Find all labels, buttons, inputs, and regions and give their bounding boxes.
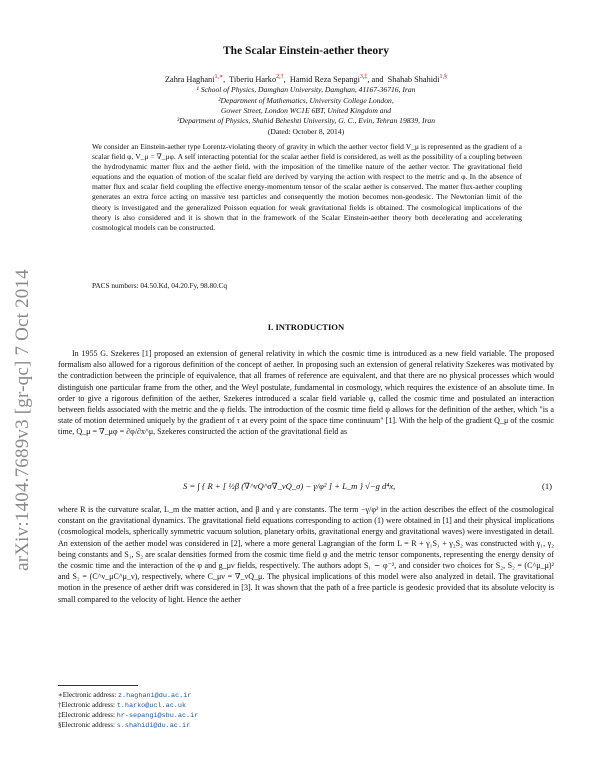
author-marks[interactable]: 1,∗ bbox=[214, 74, 224, 80]
affiliation: ¹ School of Physics, Damghan University, Damghan, 41167-36716, Iran bbox=[196, 85, 416, 94]
footnote: ∗Electronic address: z.haghani@du.ac.ir bbox=[58, 691, 192, 700]
author-marks[interactable]: 2,† bbox=[276, 74, 284, 80]
pacs-numbers: PACS numbers: 04.50.Kd, 04.20.Fy, 98.80.Cq bbox=[92, 281, 228, 290]
email-link[interactable]: s.shahidi@du.ac.ir bbox=[116, 722, 191, 730]
date-line: (Dated: October 8, 2014) bbox=[267, 127, 345, 136]
email-link[interactable]: t.harko@ucl.ac.uk bbox=[116, 702, 187, 710]
equation-expression: S = ∫ { R + [ ½β (∇^νQ^σ∇_νQ_σ) − γ/φ² ] + L_m } √−g d⁴x, bbox=[183, 481, 396, 491]
author-marks[interactable]: 3,‡ bbox=[359, 74, 368, 80]
equation-number: (1) bbox=[541, 481, 552, 491]
footnote: ‡Electronic address: hr-sepangi@sbu.ac.ir bbox=[58, 711, 199, 720]
email-link[interactable]: hr-sepangi@sbu.ac.ir bbox=[116, 712, 199, 720]
affiliation: Gower Street, London WC1E 6BT, United Kingdom and bbox=[220, 106, 392, 115]
affiliation: ³Department of Physics, Shahid Beheshti University, G. C., Evin, Tehran 19839, Iran bbox=[176, 116, 436, 125]
author-name: Zahra Haghani bbox=[164, 74, 215, 84]
author-name: Hamid Reza Sepangi bbox=[289, 74, 360, 84]
paper-title: The Scalar Einstein-aether theory bbox=[223, 45, 389, 57]
author-marks[interactable]: 1,§ bbox=[439, 74, 448, 80]
intro-paragraph: where R is the curvature scalar, L_m the matter action, and β and γ are constants. The term −γ/φ² in the action describes the effect of the cosmological constant on the gravitational dynamics. The gravitational field equations corresponding to action (1) were obtained in [1] and their physical implications (cosmological models, spherically symmetric vacuum solution, planetary orbits, gravitational energy and gravitational waves) were investigated in detail. An extension of the aether model was considered in [2], where a more general Lagrangian of the form L = R + γ₁S₁ + γ₂S₂ was constructed with γ₁, γ₂ being constants and S₁, S₂ are scalar densities formed from the cosmic time field φ and the metric tensor components, representing the energy density of the cosmic time and the interaction of the φ and g_μν fields, respectively. The authors adopt S₁ ∼ φ⁻², and consider two choices for S₂, S₂ = (C^μ_μ)² and S₂ = (C^ν_μC^μ_ν), respectively, where C_μν = ∇_νQ_μ. The physical implications of this model were also analyzed in detail. The gravitational motion in the presence of aether drift was considered in [3]. It was shown that the path of a free particle is geodesic provided that its absolute velocity is small compared to the velocity of light. Hence the aether bbox=[58, 505, 554, 604]
footnote: †Electronic address: t.harko@ucl.ac.uk bbox=[58, 701, 187, 710]
author-list: Zahra Haghani$^{1,∗}$, Tiberiu Harko$^{2,\dagger}$, Hamid Reza Sepangi$^{3,\ddagger}$, and Shahab Shahidi$^{1,\S}$ bbox=[164, 74, 448, 84]
email-link[interactable]: z.haghani@du.ac.ir bbox=[117, 692, 192, 700]
author-name: Tiberiu Harko bbox=[229, 74, 277, 84]
arxiv-identifier: arXiv:1404.7689v3 [gr-qc] 7 Oct 2014 bbox=[12, 269, 33, 571]
abstract: We consider an Einstein-aether type Lorentz-violating theory of gravity in which the aether vector field V_μ is represented as the gradient of a scalar field φ, V_μ = ∇_μφ. A self interacting potential for the scalar aether field is considered, as well as the possibility of a coupling between the hydrodynamic matter flux and the aether field, with the imposition of the timelike nature of the aether vector. The gravitational field equations and the equation of motion of the scalar field are derived by varying the action with respect to the metric and φ. In the absence of matter flux and scalar field coupling the effective energy-momentum tensor of the scalar aether is conserved. The matter flux-aether coupling generates an extra force acting on massive test particles and consequently the motion becomes non-geodesic. The Newtonian limit of the theory is investigated and the generalized Poisson equation for weak gravitational fields is obtained. The cosmological implications of the theory is also considered and it is shown that in the framework of the Scalar Einstein-aether theory both decelerating and accelerating cosmological models can be constructed. bbox=[92, 142, 522, 232]
arxiv-sidebar-stamp bbox=[10, 210, 36, 630]
footnote: §Electronic address: s.shahidi@du.ac.ir bbox=[58, 721, 191, 730]
footnote-rule bbox=[58, 685, 138, 686]
equation-1 bbox=[58, 475, 554, 501]
affiliation: ²Department of Mathematics, University College London, bbox=[218, 96, 394, 105]
intro-paragraph: In 1955 G. Szekeres [1] proposed an extension of general relativity in which the cosmic time is introduced as a new field variable. The proposed formalism also allowed for a rigorous definition of the concept of aether. In proposing such an extension of general relativity Szekeres was motivated by the contradiction between the principle of equivalence, that all frames of reference are equivalent, and that there are no physical processes which would distinguish one particular frame from the other, and the Weyl postulate, fundamental in cosmology, which requires the existence of an absolute time. In order to give a rigorous definition of the aether, Szekeres introduced a scalar field variable φ, called the cosmic time and postulated an interaction between fields associated with the metric and the φ fields. The introduction of the cosmic time field φ allows for the definition of the aether, which "is a state of motion determined uniquely by the gradient of τ at every point of the space time continuum" [1]. With the help of the gradient Q_μ of the cosmic time, Q_μ = ∇_μφ = ∂φ/∂x^μ, Szekeres constructed the action of the gravitational field as bbox=[58, 349, 554, 437]
section-heading: I. INTRODUCTION bbox=[267, 322, 345, 332]
author-name: Shahab Shahidi bbox=[387, 74, 440, 84]
